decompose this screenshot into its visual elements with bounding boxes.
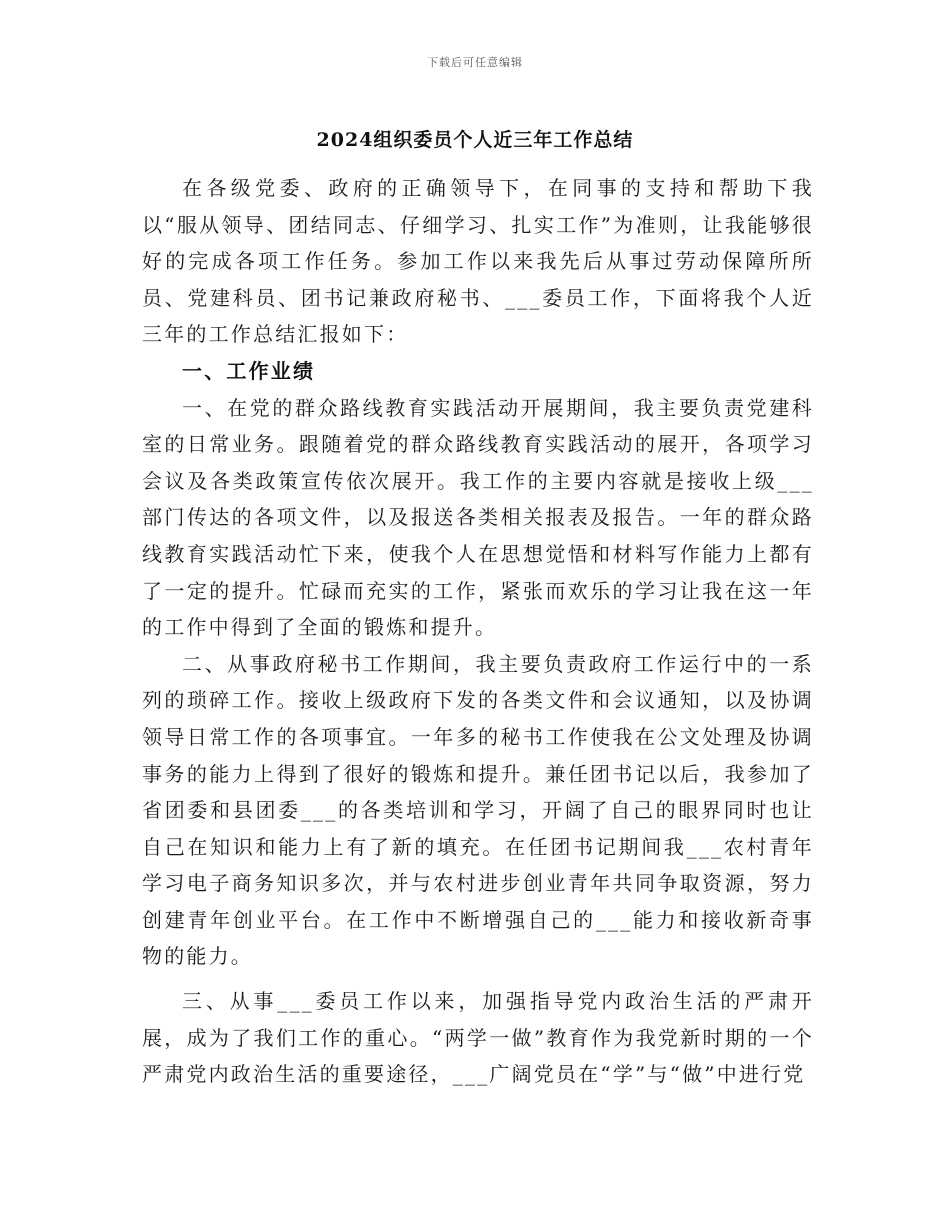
page-header-note: 下载后可任意编辑 bbox=[427, 56, 523, 69]
document-title: 2024组织委员个人近三年工作总结 bbox=[316, 129, 634, 151]
body-paragraph-2: 二、从事政府秘书工作期间，我主要负责政府工作运行中的一系列的琐碎工作。接收上级政府下发的各类文件和会议通知，以及协调领导日常工作的各项事宜。一年多的秘书工作使我在公文处理及协调事务的能力上得到了很好的锻炼和提升。兼任团书记以后，我参加了省团委和县团委___的各类培训和学习，开阔了自己的眼界同时也让自己在知识和能力上有了新的填充。在任团书记期间我___农村青年学习电子商务知识多次，并与农村进步创业青年共同争取资源，努力创建青年创业平台。在工作中不断增强自己的___能力和接收新奇事物的能力。 bbox=[142, 651, 814, 969]
body-paragraph-3: 三、从事___委员工作以来，加强指导党内政治生活的严肃开展，成为了我们工作的重心。“两学一做”教育作为我党新时期的一个严肃党内政治生活的重要途径，___广阔党员在“学”与“做”中进行党 bbox=[142, 989, 814, 1087]
section-heading: 一、工作业绩 bbox=[182, 358, 316, 383]
intro-paragraph: 在各级党委、政府的正确领导下，在同事的支持和帮助下我以“服从领导、团结同志、仔细学习、扎实工作”为准则，让我能够很好的完成各项工作任务。参加工作以来我先后从事过劳动保障所所员、党建科员、团书记兼政府秘书、___委员工作，下面将我个人近三年的工作总结汇报如下： bbox=[142, 176, 814, 347]
body-paragraph-1: 一、在党的群众路线教育实践活动开展期间，我主要负责党建科室的日常业务。跟随着党的群众路线教育实践活动的展开，各项学习会议及各类政策宣传依次展开。我工作的主要内容就是接收上级___部门传达的各项文件，以及报送各类相关报表及报告。一年的群众路线教育实践活动忙下来，使我个人在思想觉悟和材料写作能力上都有了一定的提升。忙碌而充实的工作，紧张而欢乐的学习让我在这一年的工作中得到了全面的锻炼和提升。 bbox=[142, 395, 814, 640]
document-body bbox=[142, 170, 814, 1093]
